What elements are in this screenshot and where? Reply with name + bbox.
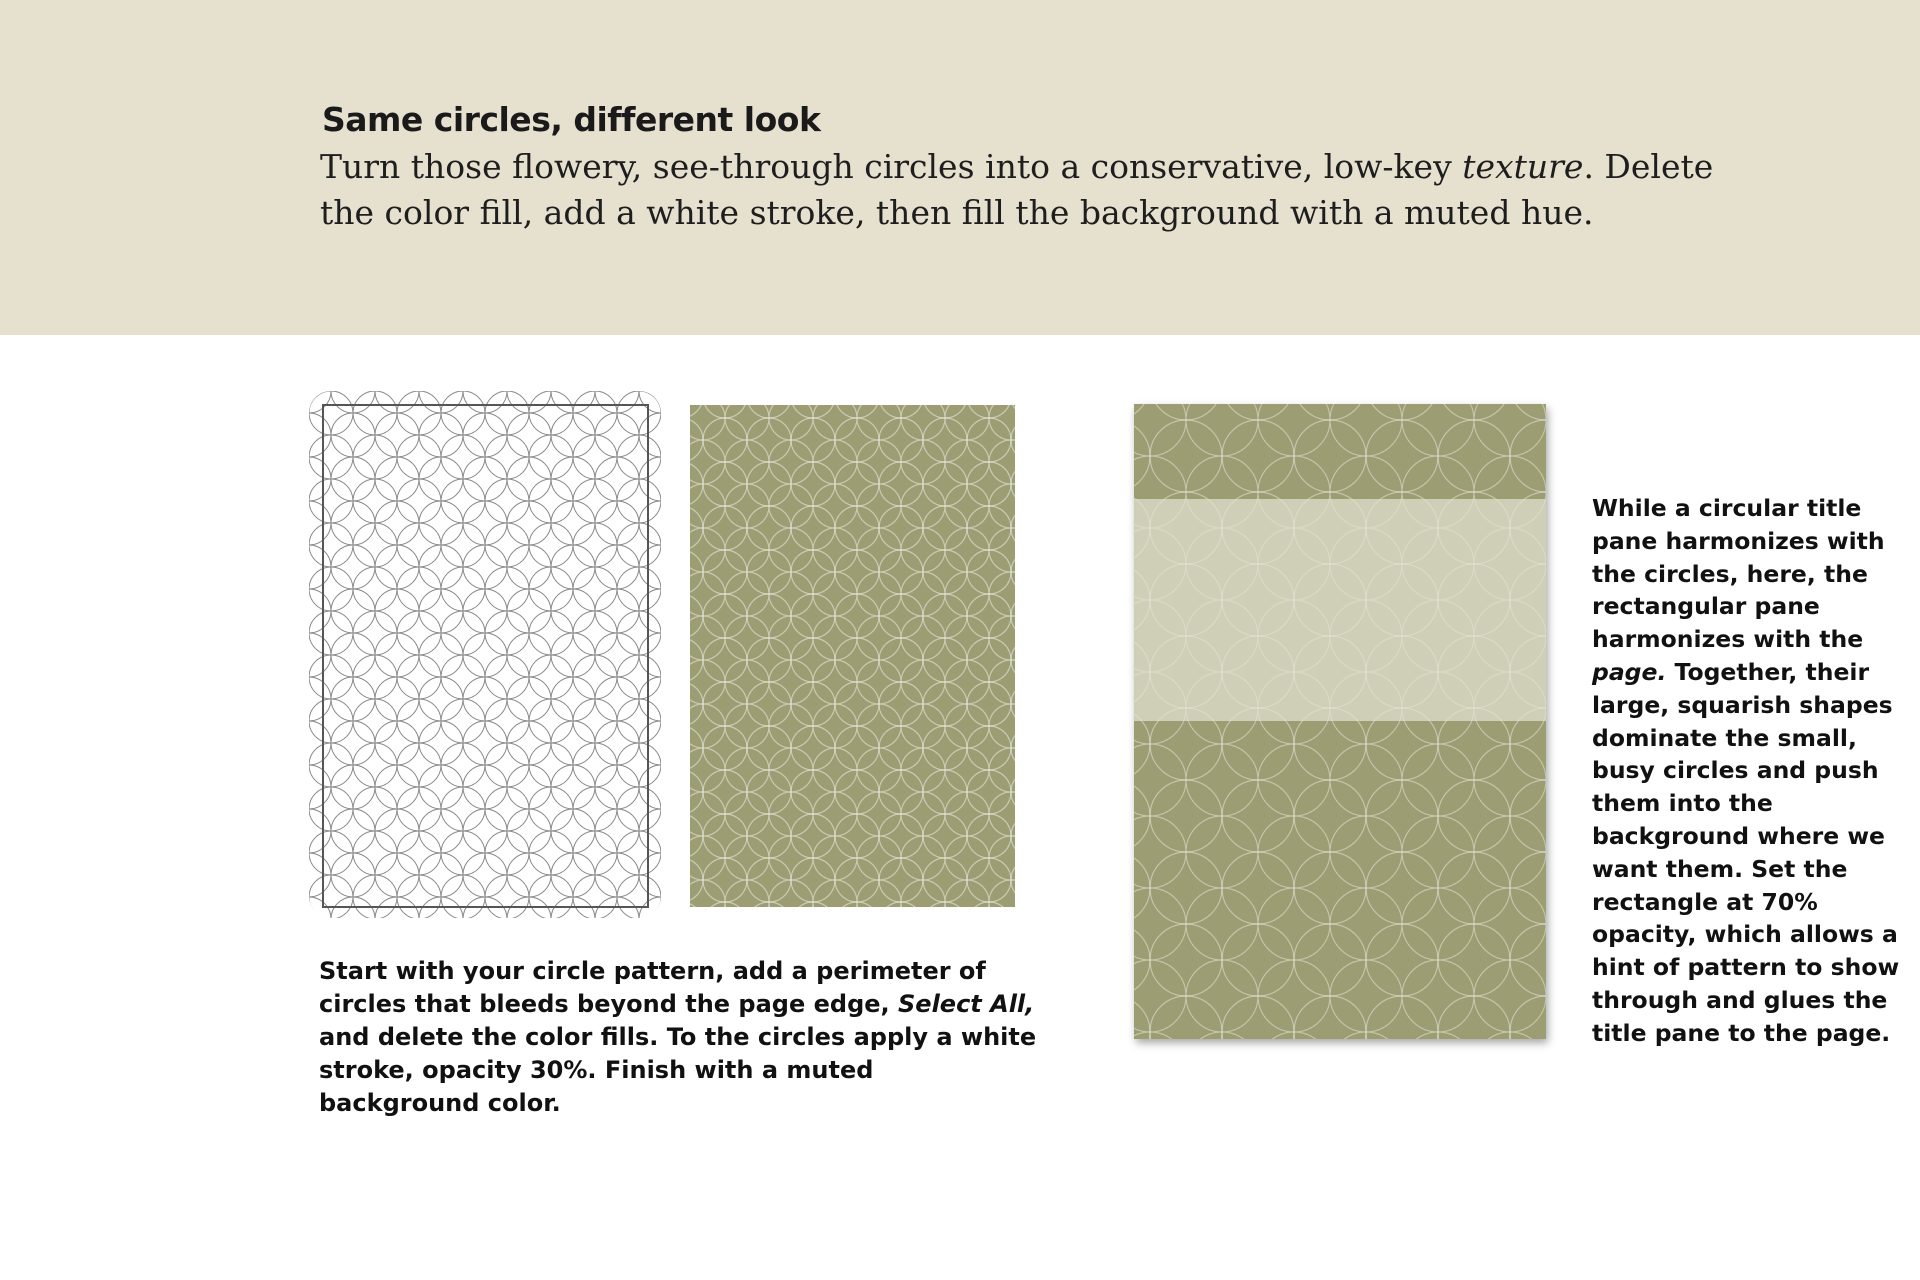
left-caption-emphasis: Select All, [898, 990, 1035, 1018]
intro-paragraph [320, 144, 1740, 236]
right-caption-emphasis: page. [1592, 657, 1667, 686]
left-caption-text-end: and delete the color fills. To the circles apply a white stroke, opacity 30%. Finish with a muted background color. [319, 1023, 1037, 1117]
rectangular-title-pane [1134, 499, 1546, 721]
right-caption-text-end: Together, their large, squarish shapes dominate the small, busy circles and push them into the background where we want them. Set the rectangle at 70% opacity, which allows a hint of pattern to show through and glues the title pane to the page. [1592, 657, 1900, 1047]
intro-text-end: . Delete the color fill, add a white stroke, then fill the background with a muted hue. [320, 147, 1714, 232]
intro-emphasis: texture [1462, 147, 1584, 186]
right-caption-text-start: While a circular title pane harmonizes with the circles, here, the rectangular pane harmonizes with the [1592, 494, 1885, 654]
outline-circle-pattern-figure [305, 387, 665, 922]
section-heading: Same circles, different look [322, 100, 821, 139]
right-figure-caption [1592, 492, 1912, 1050]
left-figure-caption [319, 955, 1039, 1120]
intro-text-start: Turn those flowery, see-through circles into a conservative, low-key [320, 147, 1463, 186]
left-caption-text-start: Start with your circle pattern, add a perimeter of circles that bleeds beyond the page edge, [319, 957, 986, 1018]
title-pane-figure [1134, 404, 1546, 1039]
green-texture-figure [690, 405, 1015, 907]
